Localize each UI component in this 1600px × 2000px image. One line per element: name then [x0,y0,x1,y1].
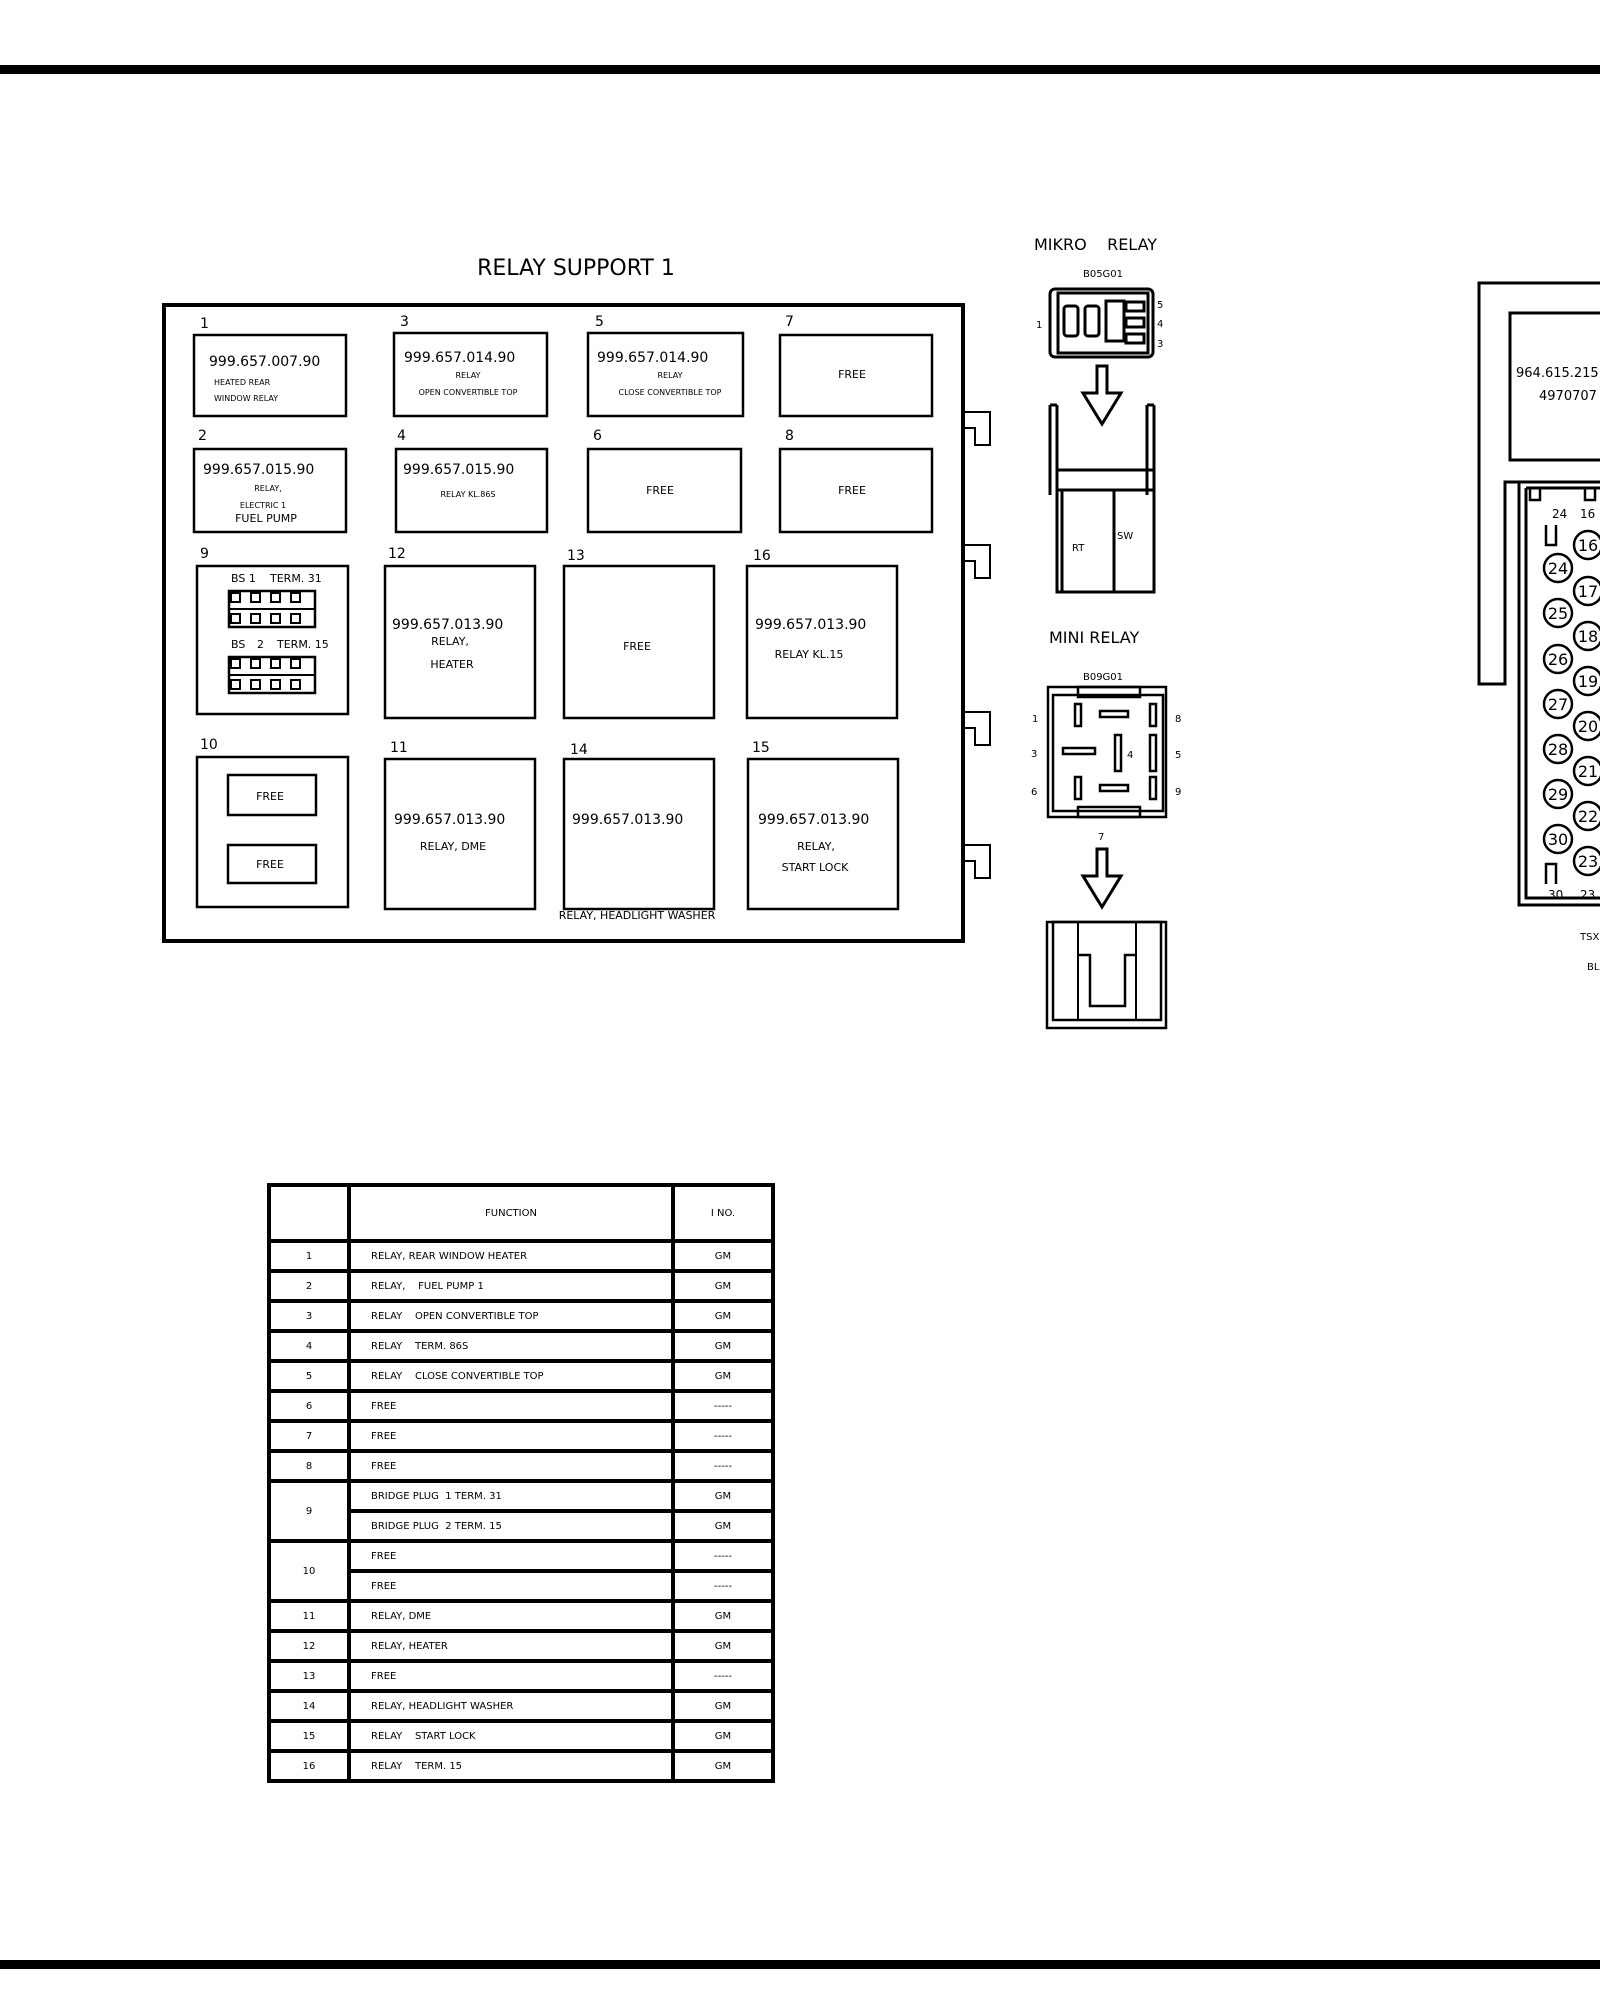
table-row [269,1541,773,1571]
slot-label: FREE [623,640,651,653]
row-ino: GM [673,1481,773,1511]
table-row [269,1631,773,1661]
row-number: 9 [269,1481,349,1541]
side-tab [963,545,990,578]
slot-label: FREE [838,368,866,381]
slot-number: 7 [785,314,794,330]
slot-label: FUEL PUMP [235,512,297,525]
table-row [269,1691,773,1721]
slot-label: RELAY, DME [419,840,487,853]
relay-slot-11 [385,759,535,909]
pin-label: 9 [1175,787,1182,798]
pin-label: 24 [1552,507,1568,521]
function-table [267,1183,775,1783]
slot-number: 6 [593,428,602,444]
row-ino: ----- [673,1421,773,1451]
slot-label: TERM. 31 [270,572,322,585]
table-row [269,1331,773,1361]
slot-label: FREE [256,858,284,871]
pin-label: 4 [1127,750,1134,761]
connector-pin-number: 27 [1547,695,1569,714]
connector-pin-number: 26 [1547,650,1569,669]
col-ino-header: I NO. [673,1185,773,1241]
row-ino: ----- [673,1661,773,1691]
part-number: 999.657.013.90 [394,812,506,828]
slot-number: 9 [200,546,209,562]
row-function: RELAY TERM. 86S [349,1331,673,1361]
slot-label: WINDOW RELAY [214,394,279,403]
row-function: FREE [349,1541,673,1571]
row-number: 15 [269,1721,349,1751]
row-ino: GM [673,1241,773,1271]
row-ino: GM [673,1601,773,1631]
row-ino: GM [673,1721,773,1751]
row-number: 7 [269,1421,349,1451]
pin-label: 5 [1157,300,1164,311]
slot-label: FREE [256,790,284,803]
slot-label: RELAY [657,371,683,380]
row-ino: GM [673,1511,773,1541]
row-ino: GM [673,1271,773,1301]
row-ino: GM [673,1691,773,1721]
slot-label: 2 [257,638,264,651]
row-number: 1 [269,1241,349,1271]
table-row [269,1661,773,1691]
mikro-relay-title: MIKRO RELAY [1034,235,1158,254]
slot-number: 11 [390,740,408,756]
part-number: 999.657.007.90 [209,354,321,370]
slot-number: 10 [200,737,218,753]
slot-label: CLOSE CONVERTIBLE TOP [618,388,722,397]
row-function: FREE [349,1391,673,1421]
slot-label: RELAY, [254,484,282,493]
row-number: 6 [269,1391,349,1421]
table-row [269,1361,773,1391]
slot-label: START LOCK [781,861,849,874]
slot-label: BS [231,638,246,651]
pin-label: 3 [1157,339,1164,350]
slot-label: RELAY KL.86S [440,490,496,499]
slot-label: BS 1 [231,572,256,585]
row-number: 4 [269,1331,349,1361]
connector-code-2: BL [1587,962,1600,973]
connector-pin-number: 24 [1547,559,1569,578]
mikro-relay-code: B05G01 [1082,269,1124,280]
slot-number: 5 [595,314,604,330]
side-tab [963,712,990,745]
connector-pin-number: 19 [1577,672,1599,691]
pin-label: 5 [1175,750,1182,761]
part-number: 999.657.013.90 [572,812,684,828]
slot-label: OPEN CONVERTIBLE TOP [418,388,518,397]
connector-pin-number: 16 [1577,536,1599,555]
connector-pin-number: 23 [1577,852,1599,871]
table-row [269,1241,773,1271]
relay-slot-1 [194,335,346,416]
relay-support-title: RELAY SUPPORT 1 [477,256,675,281]
row-function: FREE [349,1661,673,1691]
row-function: RELAY, DME [349,1601,673,1631]
part-number: 999.657.015.90 [203,462,315,478]
pin-label: 23 [1580,888,1596,902]
slot-label: RELAY [455,371,481,380]
row-function: RELAY TERM. 15 [349,1751,673,1781]
connector-part-number-2: 4970707 [1539,389,1597,404]
function-table-header [269,1185,773,1241]
pin-label: 30 [1548,888,1564,902]
row-function: RELAY, HEATER [349,1631,673,1661]
connector-pin-number: 21 [1577,762,1599,781]
relay-slot-15 [748,759,898,909]
row-number: 16 [269,1751,349,1781]
row-ino: GM [673,1301,773,1331]
pin-label: 7 [1098,832,1105,843]
connector-pin-number: 22 [1577,807,1599,826]
row-function: FREE [349,1451,673,1481]
col-no-header [269,1185,349,1241]
row-number: 14 [269,1691,349,1721]
row-ino: ----- [673,1571,773,1601]
table-row [269,1751,773,1781]
connector-pin-number: 20 [1577,717,1599,736]
row-function: RELAY CLOSE CONVERTIBLE TOP [349,1361,673,1391]
slot-number: 2 [198,428,207,444]
slot-label: FREE [838,484,866,497]
connector-pin-number: 25 [1547,604,1569,623]
row-number: 5 [269,1361,349,1391]
slot-number: 1 [200,316,209,332]
row-function: RELAY, REAR WINDOW HEATER [349,1241,673,1271]
row-number: 13 [269,1661,349,1691]
relay-slot-14 [564,759,714,909]
table-row [269,1601,773,1631]
connector-pin-number: 18 [1577,627,1599,646]
part-number: 999.657.013.90 [392,617,504,633]
sw-label: SW [1117,531,1134,542]
row-ino: GM [673,1751,773,1781]
slot-label: FREE [646,484,674,497]
row-function: RELAY, FUEL PUMP 1 [349,1271,673,1301]
row-number: 2 [269,1271,349,1301]
table-row [269,1301,773,1331]
row-function: RELAY OPEN CONVERTIBLE TOP [349,1301,673,1331]
mini-relay-code: B09G01 [1082,672,1124,683]
mini-relay-title: MINI RELAY [1049,628,1140,647]
connector-code: TSX [1580,932,1600,943]
row-function: RELAY START LOCK [349,1721,673,1751]
connector-pin-number: 17 [1577,582,1599,601]
row-number: 11 [269,1601,349,1631]
row-number: 10 [269,1541,349,1601]
pin-label: 1 [1032,714,1039,725]
relay-slot-16 [747,566,897,718]
table-row [269,1451,773,1481]
relay-slot-10 [197,757,348,907]
row-function: FREE [349,1571,673,1601]
part-number: 999.657.015.90 [403,462,515,478]
slot-label: HEATED REAR [214,378,271,387]
slot-label: RELAY, [797,840,835,853]
slot-number: 14 [570,742,588,758]
slot-label: RELAY KL.15 [774,648,844,661]
connector-part-number: 964.615.215 [1516,366,1599,381]
pin-label: 8 [1175,714,1182,725]
row-ino: GM [673,1331,773,1361]
table-row [269,1421,773,1451]
row-ino: ----- [673,1391,773,1421]
pin-label: 6 [1031,787,1038,798]
row-number: 12 [269,1631,349,1661]
row-number: 3 [269,1301,349,1331]
row-number: 8 [269,1451,349,1481]
rt-label: RT [1072,543,1085,554]
connector-pin-number: 28 [1547,740,1569,759]
part-number: 999.657.013.90 [758,812,870,828]
row-function: FREE [349,1421,673,1451]
connector-pin-number: 29 [1547,785,1569,804]
part-number: 999.657.013.90 [755,617,867,633]
side-tab [963,412,990,445]
table-row [269,1721,773,1751]
row-ino: GM [673,1361,773,1391]
slot-number: 13 [567,548,585,564]
row-function: RELAY, HEADLIGHT WASHER [349,1691,673,1721]
slot-number: 15 [752,740,770,756]
pin-label: 4 [1157,319,1164,330]
row-ino: ----- [673,1541,773,1571]
row-ino: ----- [673,1451,773,1481]
table-row [269,1271,773,1301]
slot-label: RELAY, HEADLIGHT WASHER [558,909,716,922]
slot-number: 16 [753,548,771,564]
slot-label: HEATER [430,658,474,671]
connector-pin-number: 30 [1547,830,1569,849]
col-function-header: FUNCTION [349,1185,673,1241]
slot-number: 3 [400,314,409,330]
slot-label: RELAY, [431,635,469,648]
mini-relay-drawing [1047,687,1166,1028]
slot-number: 12 [388,546,406,562]
slot-number: 8 [785,428,794,444]
table-row [269,1391,773,1421]
side-tab [963,845,990,878]
pin-label: 16 [1580,507,1596,521]
pin-label: 1 [1036,320,1043,331]
slot-number: 4 [397,428,406,444]
row-function: BRIDGE PLUG 1 TERM. 31 [349,1481,673,1511]
row-function: BRIDGE PLUG 2 TERM. 15 [349,1511,673,1541]
table-row [269,1481,773,1511]
part-number: 999.657.014.90 [404,350,516,366]
mikro-relay-drawing [1050,289,1154,592]
pin-label: 3 [1031,749,1038,760]
slot-label: TERM. 15 [277,638,329,651]
slot-label: ELECTRIC 1 [239,501,287,510]
part-number: 999.657.014.90 [597,350,709,366]
row-ino: GM [673,1631,773,1661]
